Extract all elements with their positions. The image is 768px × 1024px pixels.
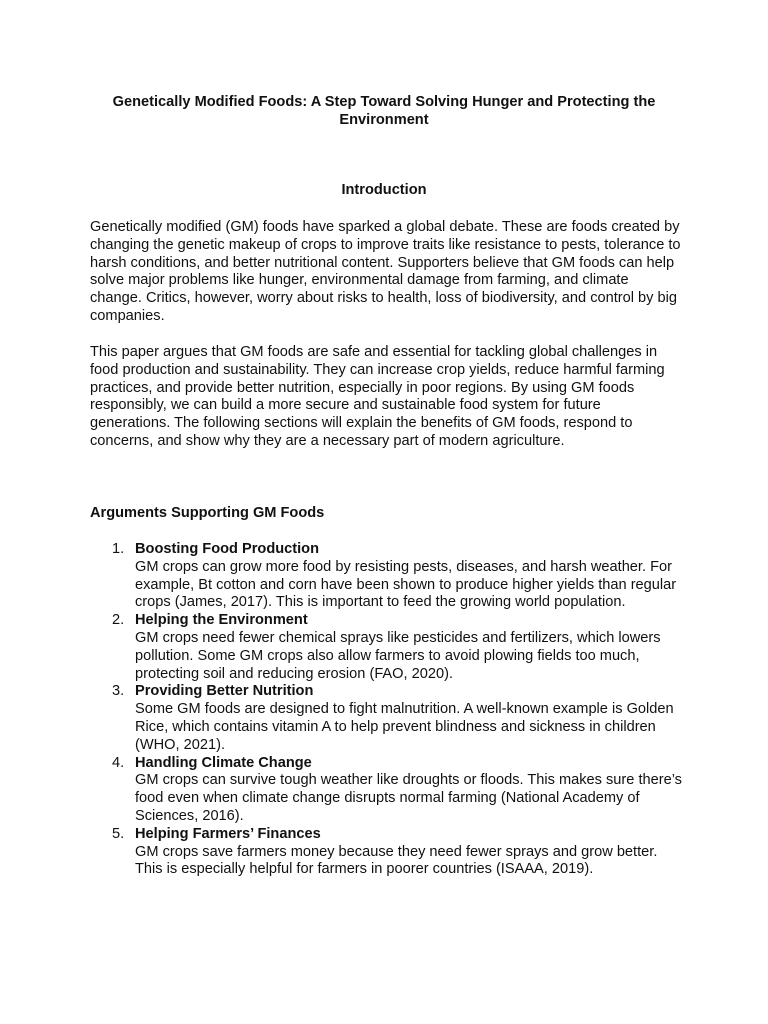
list-item-number: 1. (112, 541, 125, 557)
list-item-body: GM crops can grow more food by resisting pests, diseases, and harsh weather. For example, Bt cotton and corn have been shown to produce higher yields than regular crops (James, 2017). This is important to feed the growing world population. (135, 558, 677, 611)
list-item-body: Some GM foods are designed to fight malnutrition. A well-known example is Golden Rice, which contains vitamin A to help prevent blindness and sickness in children (WHO, 2021). (135, 701, 674, 753)
arguments-heading: Arguments Supporting GM Foods (90, 505, 325, 521)
introduction-heading: Introduction (341, 182, 427, 198)
list-item-number: 3. (112, 683, 125, 700)
list-item-body: GM crops need fewer chemical sprays like pesticides and fertilizers, which lowers pollution. Some GM crops also allow farmers to avoid plowing fields too much, protecting soil and reducing erosion (FAO, 2020). (135, 629, 661, 682)
list-item-title: Helping Farmers’ Finances (135, 825, 321, 842)
list-item (90, 683, 682, 754)
list-item-title: Helping the Environment (135, 612, 308, 629)
list-item (90, 541, 682, 612)
list-item-number: 4. (112, 754, 125, 771)
arguments-list (90, 541, 682, 879)
list-item-number: 2. (112, 612, 125, 629)
list-item-title: Providing Better Nutrition (135, 683, 314, 700)
list-item-title: Boosting Food Production (135, 541, 320, 557)
list-item (90, 826, 682, 879)
list-item-title: Handling Climate Change (135, 754, 312, 771)
list-item (90, 612, 682, 683)
document-title: Genetically Modified Foods: A Step Toward Solving Hunger and Protecting the Environment (112, 94, 656, 128)
list-item-body: GM crops can survive tough weather like droughts or floods. This makes sure there’s food even when climate change disrupts normal farming (National Academy of Sciences, 2016). (135, 772, 682, 824)
introduction-paragraph-1: Genetically modified (GM) foods have sparked a global debate. These are foods created by changing the genetic makeup of crops to improve traits like resistance to pests, tolerance to harsh conditions, and better nutritional content. Supporters believe that GM foods can help solve major problems like hunger, environmental damage from farming, and climate change. Critics, however, worry about risks to health, loss of biodiversity, and control by big companies. (90, 219, 681, 324)
list-item-number: 5. (112, 825, 125, 842)
list-item-body: GM crops save farmers money because they need fewer sprays and grow better. This is especially helpful for farmers in poorer countries (ISAAA, 2019). (135, 843, 658, 878)
list-item (90, 755, 682, 826)
introduction-paragraph-2: This paper argues that GM foods are safe and essential for tackling global challenges in food production and sustainability. They can increase crop yields, reduce harmful farming practices, and provide better nutrition, especially in poor regions. By using GM foods responsibly, we can build a more secure and sustainable food system for future generations. The following sections will explain the benefits of GM foods, respond to concerns, and show why they are a necessary part of modern agriculture. (90, 344, 665, 449)
